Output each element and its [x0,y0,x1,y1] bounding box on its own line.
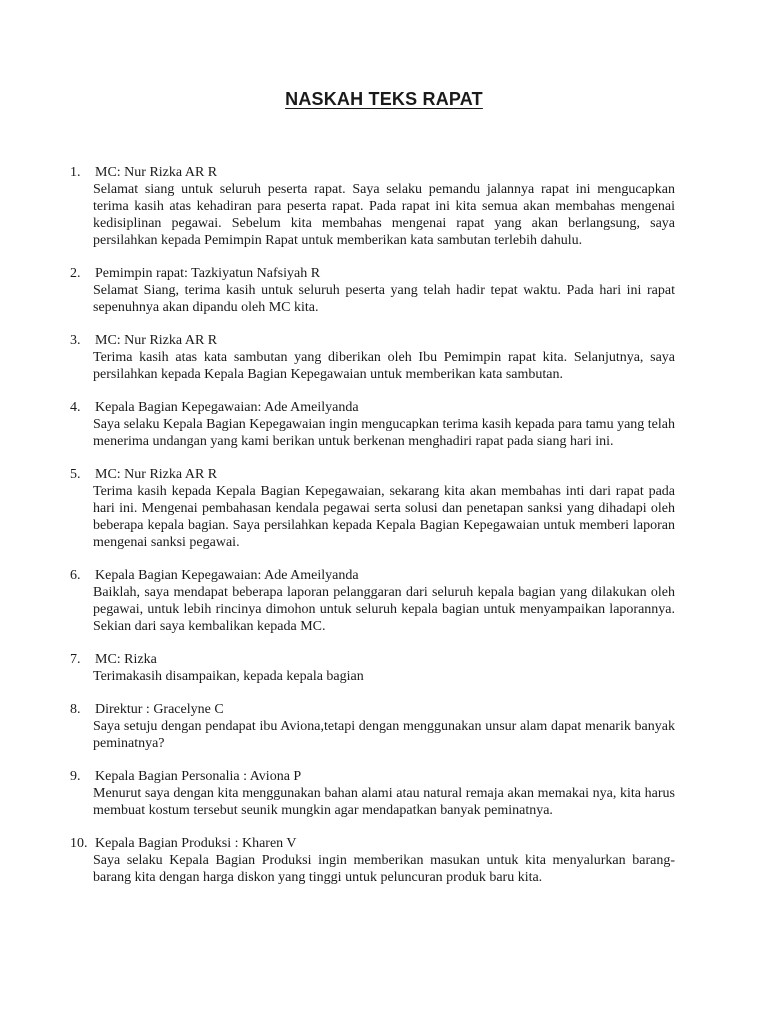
speech-text: Terima kasih kepada Kepala Bagian Kepegawaian, sekarang kita akan membahas inti dari rapat pada hari ini. Mengenai pembahasan kendala pegawai serta solusi dan penetapan sanksi yang dihadapi oleh beberapa kepala bagian. Saya persilahkan kepada Kepala Bagian Kepegawaian untuk memberi laporan mengenai sanksi pegawai. [93,484,675,550]
list-item [0,265,768,316]
item-number: 3. [70,333,81,348]
item-number: 7. [70,652,81,667]
speaker-label: Kepala Bagian Kepegawaian: Ade Ameilyanda [95,568,359,583]
speaker-label: Pemimpin rapat: Tazkiyatun Nafsiyah R [95,266,321,281]
speaker-label: Kepala Bagian Kepegawaian: Ade Ameilyanda [95,400,359,415]
list-item [0,567,768,635]
item-number: 10. [70,836,88,851]
list-item [0,466,768,551]
speech-text: Selamat Siang, terima kasih untuk seluruh peserta yang telah hadir tepat waktu. Pada hari ini rapat sepenuhnya akan dipandu oleh MC kita. [93,283,675,315]
list-item [0,768,768,819]
speaker-label: MC: Nur Rizka AR R [95,467,218,482]
list-item [0,399,768,450]
speech-text: Terima kasih atas kata sambutan yang diberikan oleh Ibu Pemimpin rapat kita. Selanjutnya, saya persilahkan kepada Kepala Bagian Kepegawaian untuk memberikan kata sambutan. [93,350,675,382]
item-number: 6. [70,568,81,583]
speech-text: Saya selaku Kepala Bagian Produksi ingin memberikan masukan untuk kita menyalurkan barang-barang kita dengan harga diskon yang tinggi untuk peluncuran produk baru kita. [93,853,675,885]
item-number: 9. [70,769,81,784]
list-item [0,701,768,752]
speaker-label: MC: Rizka [95,652,157,667]
dialogue-list [0,164,768,902]
speaker-label: MC: Nur Rizka AR R [95,333,218,348]
list-item [0,332,768,383]
speech-text: Saya setuju dengan pendapat ibu Aviona,tetapi dengan menggunakan unsur alam dapat menarik banyak peminatnya? [93,719,675,751]
speech-text: Selamat siang untuk seluruh peserta rapat. Saya selaku pemandu jalannya rapat ini mengucapkan terima kasih atas kehadiran para peserta rapat. Pada rapat ini kita semua akan membahas mengenai kedisiplinan pegawai. Sebelum kita membahas mengenai rapat yang akan berlangsung, saya persilahkan kepada Pemimpin Rapat untuk memberikan kata sambutan terlebih dahulu. [93,182,675,248]
item-number: 1. [70,165,81,180]
speaker-label: MC: Nur Rizka AR R [95,165,218,180]
speech-text: Saya selaku Kepala Bagian Kepegawaian ingin mengucapkan terima kasih kepada para tamu yang telah menerima undangan yang kami berikan untuk berkenan menghadiri rapat pada siang hari ini. [93,417,675,449]
list-item [0,835,768,886]
speaker-label: Kepala Bagian Personalia : Aviona P [95,769,302,784]
speaker-label: Direktur : Gracelyne C [95,702,224,717]
speech-text: Terimakasih disampaikan, kepada kepala bagian [93,669,364,684]
speech-text: Menurut saya dengan kita menggunakan bahan alami atau natural remaja akan memakai nya, kita harus membuat kostum tersebut seunik mungkin agar mendapatkan banyak peminatnya. [93,786,675,818]
item-number: 8. [70,702,81,717]
page-title: NASKAH TEKS RAPAT [285,89,483,109]
list-item [0,164,768,249]
speaker-label: Kepala Bagian Produksi : Kharen V [95,836,297,851]
list-item [0,651,768,685]
item-number: 4. [70,400,81,415]
speech-text: Baiklah, saya mendapat beberapa laporan pelanggaran dari seluruh kepala bagian yang dilakukan oleh pegawai, untuk lebih rincinya dimohon untuk seluruh kepala bagian untuk menyampaikan laporannya. Sekian dari saya kembalikan kepada MC. [93,585,675,634]
item-number: 5. [70,467,81,482]
item-number: 2. [70,266,81,281]
